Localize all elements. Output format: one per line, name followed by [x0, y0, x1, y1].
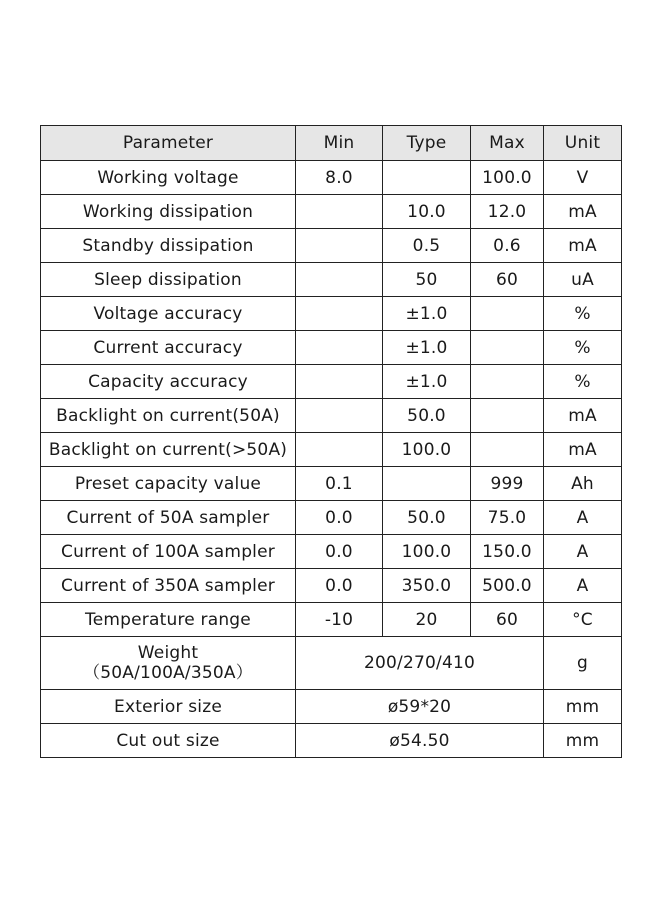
table-row [41, 195, 622, 229]
cell-unit: mm [544, 724, 622, 758]
cell-max: 150.0 [471, 535, 544, 569]
table-row [41, 399, 622, 433]
cell-max: 0.6 [471, 229, 544, 263]
cell-type: 50.0 [383, 399, 471, 433]
cell-parameter: Sleep dissipation [41, 263, 296, 297]
table-row [41, 535, 622, 569]
table-body [41, 161, 622, 758]
cell-parameter: Preset capacity value [41, 467, 296, 501]
table-row [41, 297, 622, 331]
cell-type: 0.5 [383, 229, 471, 263]
cell-unit: g [544, 637, 622, 690]
cell-type [383, 161, 471, 195]
cell-unit: mA [544, 399, 622, 433]
cell-merged-value: ø54.50 [296, 724, 544, 758]
table-row-weight [41, 637, 622, 690]
cell-min [296, 331, 383, 365]
cell-unit: % [544, 297, 622, 331]
cell-min [296, 263, 383, 297]
cell-unit: % [544, 365, 622, 399]
cell-parameter: Backlight on current(50A) [41, 399, 296, 433]
cell-type: 20 [383, 603, 471, 637]
cell-unit: mA [544, 195, 622, 229]
table-row [41, 501, 622, 535]
cell-type: 50 [383, 263, 471, 297]
cell-parameter: Standby dissipation [41, 229, 296, 263]
cell-min: 0.0 [296, 535, 383, 569]
table-row [41, 603, 622, 637]
cell-max: 75.0 [471, 501, 544, 535]
table-row-cut-out-size [41, 724, 622, 758]
cell-parameter: Current of 100A sampler [41, 535, 296, 569]
cell-min: 0.1 [296, 467, 383, 501]
cell-unit: A [544, 501, 622, 535]
cell-max: 60 [471, 263, 544, 297]
cell-max: 60 [471, 603, 544, 637]
cell-max [471, 331, 544, 365]
cell-type: ±1.0 [383, 297, 471, 331]
cell-max [471, 433, 544, 467]
cell-parameter: Cut out size [41, 724, 296, 758]
cell-parameter: Current of 50A sampler [41, 501, 296, 535]
cell-min: 0.0 [296, 569, 383, 603]
cell-parameter: Voltage accuracy [41, 297, 296, 331]
cell-type: 100.0 [383, 535, 471, 569]
table-row [41, 331, 622, 365]
table-row [41, 433, 622, 467]
header-type: Type [383, 126, 471, 161]
cell-type: 350.0 [383, 569, 471, 603]
cell-min [296, 399, 383, 433]
table-header [41, 126, 622, 161]
cell-merged-value: ø59*20 [296, 690, 544, 724]
header-max: Max [471, 126, 544, 161]
cell-min: 8.0 [296, 161, 383, 195]
cell-unit: mm [544, 690, 622, 724]
cell-parameter: Working dissipation [41, 195, 296, 229]
weight-variants: （50A/100A/350A） [83, 663, 253, 683]
cell-unit: mA [544, 433, 622, 467]
header-unit: Unit [544, 126, 622, 161]
weight-label: Weight [137, 643, 199, 663]
cell-max [471, 399, 544, 433]
cell-type: 50.0 [383, 501, 471, 535]
cell-parameter: Working voltage [41, 161, 296, 195]
table-row [41, 467, 622, 501]
cell-min [296, 365, 383, 399]
cell-max: 12.0 [471, 195, 544, 229]
cell-unit: V [544, 161, 622, 195]
table-row [41, 229, 622, 263]
cell-min [296, 195, 383, 229]
cell-max: 500.0 [471, 569, 544, 603]
table-row [41, 161, 622, 195]
table-row [41, 365, 622, 399]
cell-type: 10.0 [383, 195, 471, 229]
cell-type: 100.0 [383, 433, 471, 467]
cell-parameter: Temperature range [41, 603, 296, 637]
cell-unit: Ah [544, 467, 622, 501]
cell-min: -10 [296, 603, 383, 637]
cell-parameter [41, 637, 296, 690]
cell-min: 0.0 [296, 501, 383, 535]
table-row [41, 263, 622, 297]
cell-unit: % [544, 331, 622, 365]
spec-table [40, 125, 622, 758]
cell-type [383, 467, 471, 501]
cell-min [296, 297, 383, 331]
header-min: Min [296, 126, 383, 161]
cell-min [296, 433, 383, 467]
cell-max [471, 365, 544, 399]
cell-unit: A [544, 569, 622, 603]
cell-unit: mA [544, 229, 622, 263]
cell-unit: °C [544, 603, 622, 637]
table-row [41, 569, 622, 603]
header-parameter: Parameter [41, 126, 296, 161]
cell-type: ±1.0 [383, 331, 471, 365]
cell-parameter: Backlight on current(>50A) [41, 433, 296, 467]
cell-max: 999 [471, 467, 544, 501]
cell-max: 100.0 [471, 161, 544, 195]
cell-min [296, 229, 383, 263]
cell-parameter: Exterior size [41, 690, 296, 724]
cell-unit: A [544, 535, 622, 569]
cell-max [471, 297, 544, 331]
header-row [41, 126, 622, 161]
cell-unit: uA [544, 263, 622, 297]
cell-parameter: Current accuracy [41, 331, 296, 365]
cell-merged-value: 200/270/410 [296, 637, 544, 690]
cell-type: ±1.0 [383, 365, 471, 399]
table-row-exterior-size [41, 690, 622, 724]
cell-parameter: Current of 350A sampler [41, 569, 296, 603]
cell-parameter: Capacity accuracy [41, 365, 296, 399]
